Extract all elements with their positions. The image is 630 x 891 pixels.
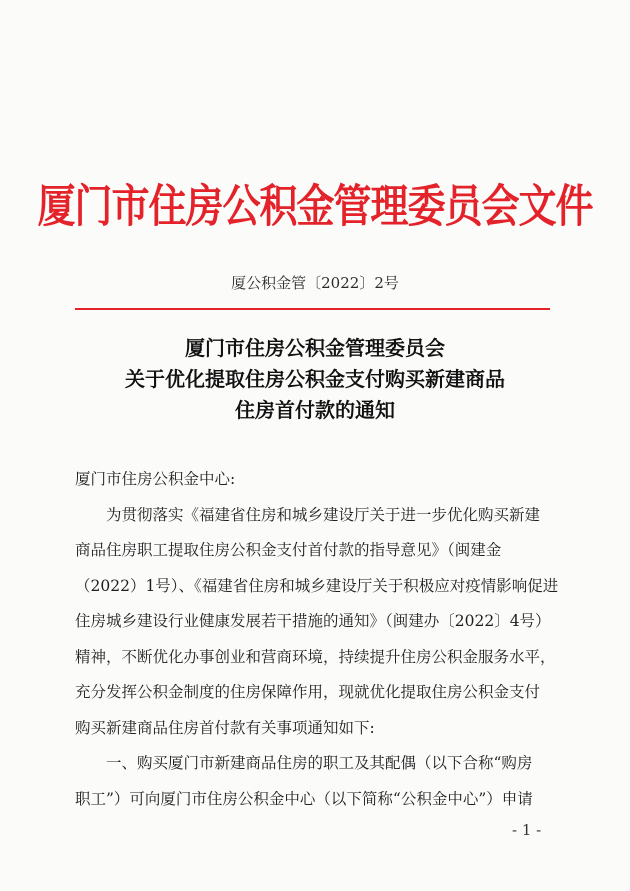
body-line-9: 职工”）可向厦门市住房公积金中心（以下简称“公积金中心”）申请 <box>75 789 533 808</box>
body-line-6: 充分发挥公积金制度的住房保障作用，现就优化提取住房公积金支付 <box>75 683 541 701</box>
document-body <box>75 462 565 817</box>
red-divider-line <box>75 308 550 310</box>
title-line-2: 关于优化提取住房公积金支付购买新建商品 <box>125 367 505 391</box>
page-number: - 1 - <box>512 821 542 839</box>
title-line-1: 厦门市住房公积金管理委员会 <box>185 336 445 360</box>
title-line-3: 住房首付款的通知 <box>235 398 395 422</box>
document-masthead: 厦门市住房公积金管理委员会文件 <box>37 179 593 233</box>
body-line-4: 住房城乡建设行业健康发展若干措施的通知》（闽建办〔2022〕4号） <box>75 612 551 630</box>
body-line-5: 精神，不断优化办事创业和营商环境，持续提升住房公积金服务水平， <box>75 647 556 666</box>
body-line-2: 商品住房职工提取住房公积金支付首付款的指导意见》（闽建金 <box>75 541 502 559</box>
body-line-7: 购买新建商品住房首付款有关事项通知如下: <box>75 718 375 737</box>
document-number: 厦公积金管〔2022〕2号 <box>231 274 399 292</box>
body-line-1: 为贯彻落实《福建省住房和城乡建设厅关于进一步优化购买新建 <box>106 505 541 524</box>
body-line-8: 一、购买厦门市新建商品住房的职工及其配偶（以下合称“购房 <box>106 754 533 772</box>
document-title <box>0 333 630 426</box>
recipient-line: 厦门市住房公积金中心: <box>75 470 236 488</box>
body-line-3: （2022）1号）、《福建省住房和城乡建设厅关于积极应对疫情影响促进 <box>75 576 559 595</box>
